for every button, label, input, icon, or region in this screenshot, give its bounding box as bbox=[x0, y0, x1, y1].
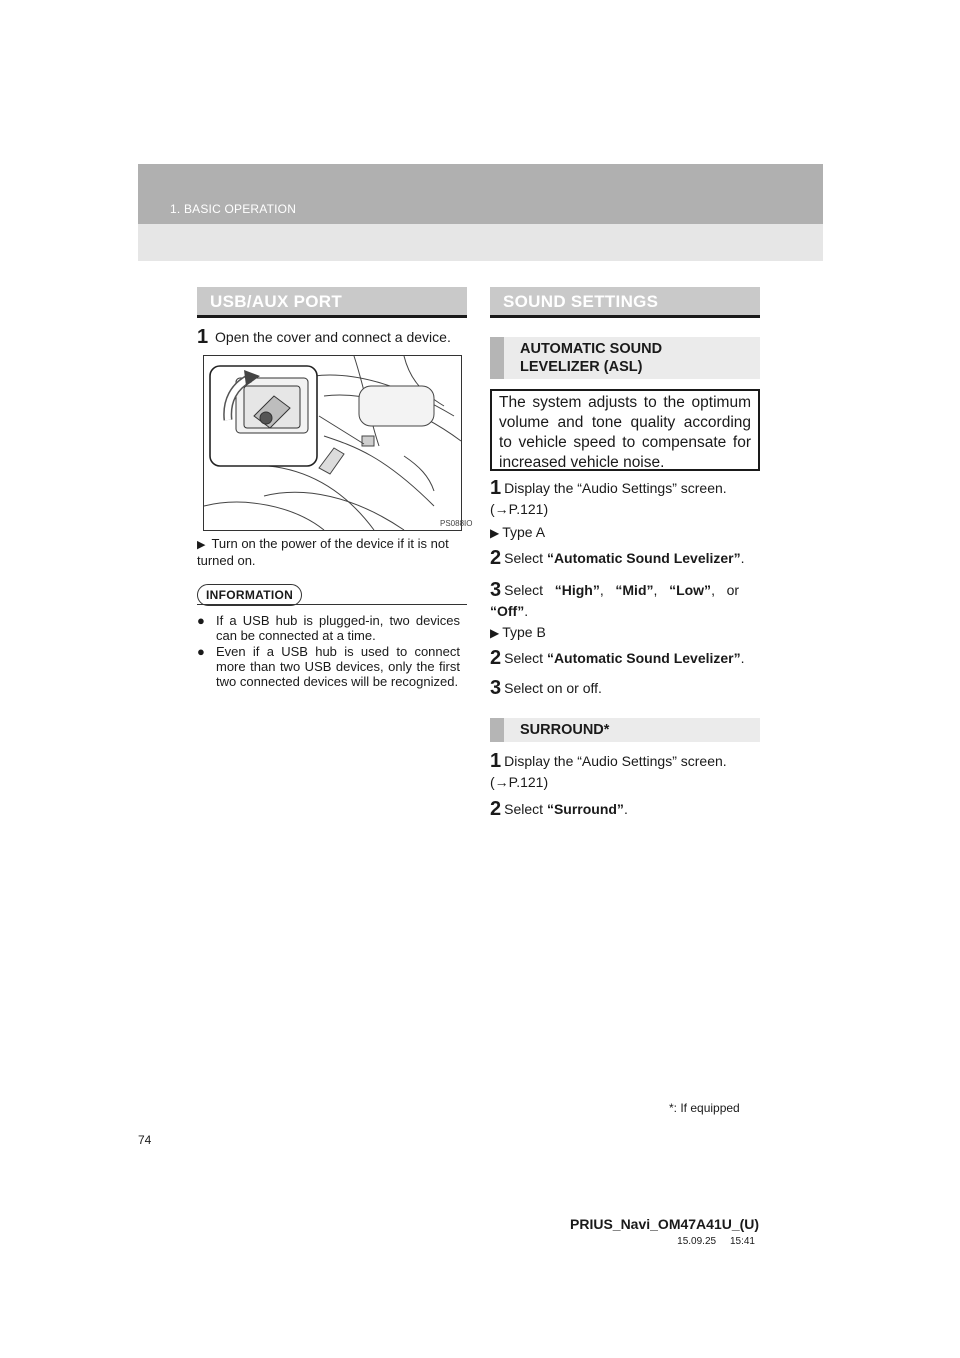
step-text: Select bbox=[504, 582, 544, 598]
type-a-text: Type A bbox=[502, 524, 546, 540]
menu-option-label: “Automatic Sound Levelizer” bbox=[546, 650, 741, 666]
surround-subheading bbox=[490, 718, 760, 742]
menu-option-label: “Automatic Sound Levelizer” bbox=[546, 550, 741, 566]
type-b-step-3 bbox=[490, 678, 602, 699]
asl-step-1 bbox=[490, 478, 762, 520]
step-text: Select on or off. bbox=[504, 680, 602, 696]
step-text: Select bbox=[504, 550, 544, 566]
surround-step-2: 2 Select “Surround”. bbox=[490, 798, 628, 820]
step-number: 3 bbox=[490, 677, 502, 699]
document-id: PRIUS_Navi_OM47A41U_(U) bbox=[570, 1216, 760, 1232]
step-number: 2 bbox=[490, 798, 502, 820]
usb-bullet bbox=[197, 536, 469, 569]
option-low: “Low” bbox=[669, 582, 712, 598]
type-a-step-3: 3 Select “High”, “Mid”, “Low”, or “Off”. bbox=[490, 579, 740, 619]
step-number: 2 bbox=[490, 647, 502, 669]
print-timestamp: 15.09.25 15:41 bbox=[677, 1236, 755, 1247]
step-text: Open the cover and connect a device. bbox=[215, 329, 451, 345]
type-a-step-2: 2 Select “Automatic Sound Levelizer”. bbox=[490, 547, 745, 569]
subheading-bar bbox=[490, 718, 504, 742]
footnote: *: If equipped bbox=[669, 1101, 740, 1115]
conjunction-text: or bbox=[726, 582, 740, 598]
surround-step-1 bbox=[490, 751, 762, 793]
step-number: 1 bbox=[490, 750, 502, 772]
section-label: 1. BASIC OPERATION bbox=[170, 202, 297, 216]
menu-option-label: “Surround” bbox=[546, 801, 624, 817]
figure-code: PS088IO bbox=[440, 519, 473, 528]
surround-title: SURROUND* bbox=[520, 722, 610, 738]
sound-settings-heading: SOUND SETTINGS bbox=[490, 287, 760, 318]
step-number: 1 bbox=[197, 326, 209, 348]
header-band-lower bbox=[138, 224, 823, 261]
subheading-bar bbox=[490, 337, 504, 379]
circle-bullet-icon: ● bbox=[197, 644, 205, 659]
page-number: 74 bbox=[138, 1133, 152, 1147]
step-text: Display the “Audio Settings” screen. (→P.121) bbox=[490, 753, 727, 790]
info-item-text: Even if a USB hub is used to connect more than two USB devices, only the first two connected devices will be recognized. bbox=[216, 644, 460, 689]
asl-subheading bbox=[490, 337, 760, 379]
step-number: 3 bbox=[490, 579, 502, 601]
console-usb-icon bbox=[204, 356, 473, 530]
step-text: Select bbox=[504, 801, 544, 817]
step-text: Display the “Audio Settings” screen. (→P.121) bbox=[490, 480, 727, 517]
info-item-text: If a USB hub is plugged-in, two devices can be connected at a time. bbox=[216, 613, 460, 643]
option-mid: “Mid” bbox=[615, 582, 654, 598]
step-text: Select bbox=[504, 650, 544, 666]
triangle-marker-icon: ▶ bbox=[490, 526, 500, 540]
option-off: “Off” bbox=[490, 603, 525, 619]
asl-title: AUTOMATIC SOUND LEVELIZER (ASL) bbox=[520, 341, 663, 375]
type-b-text: Type B bbox=[502, 624, 546, 640]
step-number: 1 bbox=[490, 477, 502, 499]
step-number: 2 bbox=[490, 547, 502, 569]
usb-aux-port-heading: USB/AUX PORT bbox=[197, 287, 467, 318]
type-b-step-2: 2 Select “Automatic Sound Levelizer”. bbox=[490, 647, 745, 669]
type-b-label bbox=[490, 622, 546, 644]
information-badge: INFORMATION bbox=[197, 584, 302, 606]
information-rule bbox=[197, 604, 467, 605]
option-high: “High” bbox=[554, 582, 600, 598]
bullet-text: Turn on the power of the device if it is not turned on. bbox=[197, 536, 449, 568]
type-a-label bbox=[490, 522, 545, 544]
asl-description-box: The system adjusts to the optimum volume and tone quality according to vehicle speed to compensate for increased vehicle noise. bbox=[490, 389, 760, 471]
usb-port-illustration bbox=[203, 355, 473, 531]
triangle-bullet-icon: ▶ bbox=[197, 539, 206, 551]
circle-bullet-icon: ● bbox=[197, 613, 205, 628]
usb-step-1 bbox=[197, 327, 472, 348]
triangle-marker-icon: ▶ bbox=[490, 626, 500, 640]
